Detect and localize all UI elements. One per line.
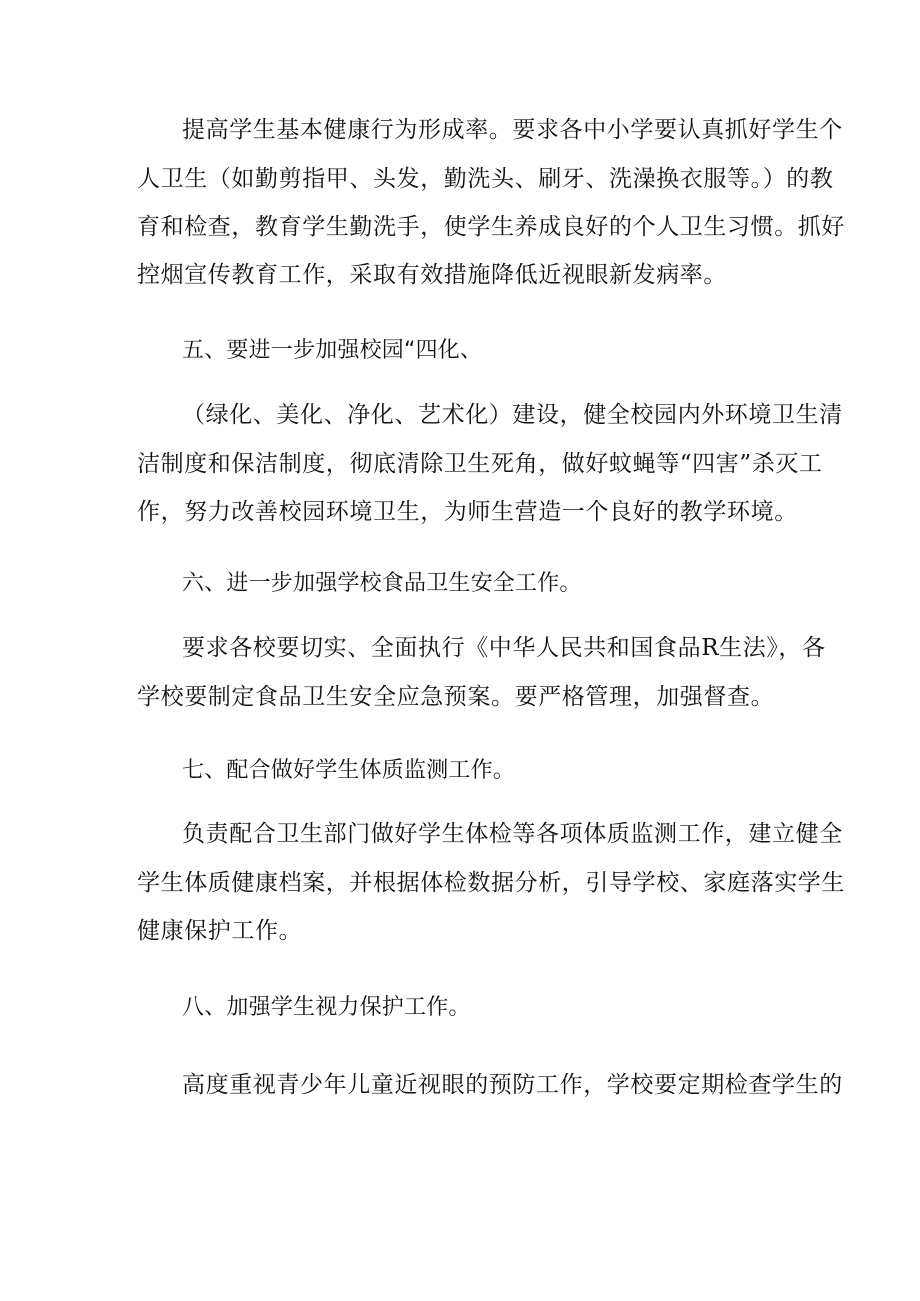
text-line: 要求各校要切实、全面执行《中华人民共和国食品R生法》，各 <box>182 635 826 661</box>
text-line: （绿化、美化、净化、艺术化）建设，健全校园内外环境卫生清 <box>182 402 843 428</box>
text-line: 学生体质健康档案，并根据体检数据分析，引导学校、家庭落实学生 <box>137 870 845 896</box>
text-line: 作，努力改善校园环境卫生，为师生营造一个良好的教学环境。 <box>137 499 798 525</box>
text-line: 人卫生（如勤剪指甲、头发，勤洗头、刷牙、洗澡换衣服等。）的教 <box>137 166 834 192</box>
text-line: 学校要制定食品卫生安全应急预案。要严格管理，加强督查。 <box>137 684 775 710</box>
section-heading-5: 五、要进一步加强校园“四化、 <box>182 338 483 363</box>
text-line: 负责配合卫生部门做好学生体检等各项体质监测工作，建立健全 <box>182 821 843 847</box>
text-line: 控烟宣传教育工作，采取有效措施降低近视眼新发病率。 <box>137 262 727 288</box>
section-heading-8: 八、加强学生视力保护工作。 <box>182 995 471 1020</box>
text-line: 提高学生基本健康行为形成率。要求各中小学要认真抓好学生个 <box>182 117 843 143</box>
text-line: 育和检查，教育学生勤洗手，使学生养成良好的个人卫生习惯。抓好 <box>137 214 845 240</box>
section-heading-6: 六、进一步加强学校食品卫生安全工作。 <box>182 571 582 596</box>
section-heading-7: 七、配合做好学生体质监测工作。 <box>182 758 516 783</box>
text-line: 高度重视青少年儿童近视眼的预防工作，学校要定期检查学生的 <box>182 1072 843 1098</box>
text-line: 洁制度和保洁制度，彻底清除卫生死角，做好蚊蝇等“四害”杀灭工 <box>137 451 823 477</box>
text-line: 健康保护工作。 <box>137 918 303 944</box>
